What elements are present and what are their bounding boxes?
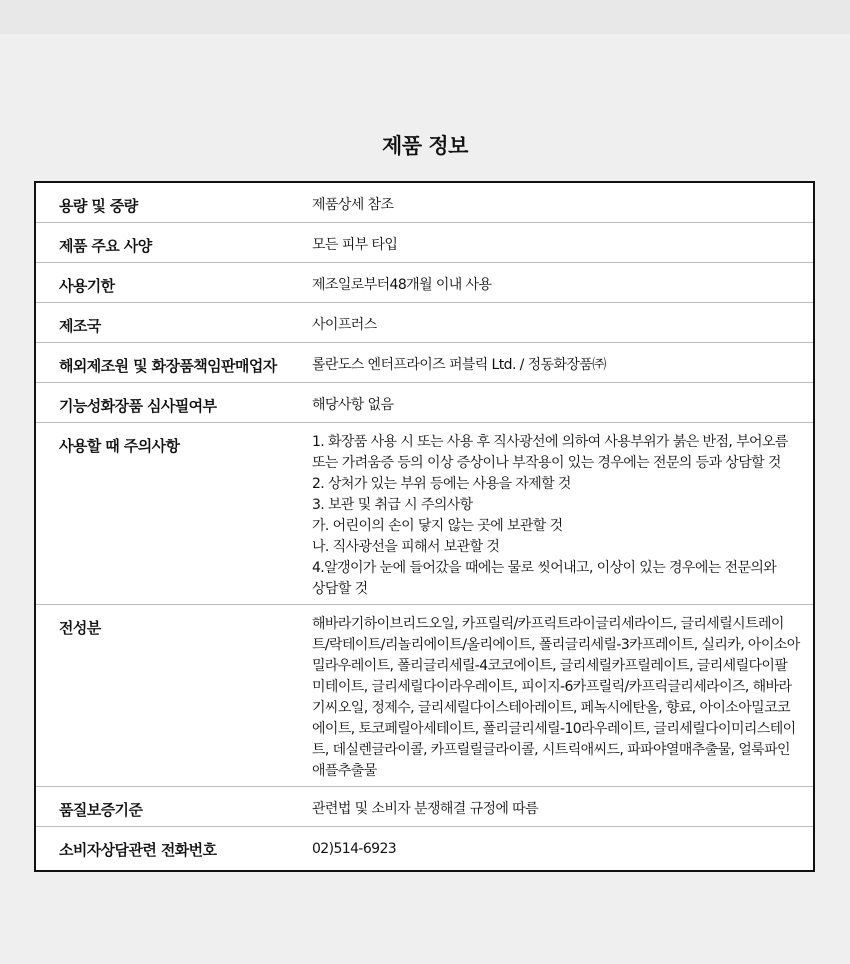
table-row bbox=[36, 183, 813, 223]
row-label: 소비자상담관련 전화번호 bbox=[59, 841, 217, 859]
row-value: 제조일로부터48개월 이내 사용 bbox=[312, 277, 492, 293]
row-label: 용량 및 중량 bbox=[59, 197, 138, 215]
row-label: 제품 주요 사양 bbox=[59, 237, 152, 255]
table-row bbox=[36, 223, 813, 263]
row-label: 해외제조원 및 화장품책임판매업자 bbox=[59, 357, 277, 375]
row-label: 전성분 bbox=[59, 619, 101, 637]
row-value: 1. 화장품 사용 시 또는 사용 후 직사광선에 의하여 사용부위가 붉은 반점, 부어오름 또는 가려움증 등의 이상 증상이나 부작용이 있는 경우에는 전문의 등과 상담할 것 2. 상처가 있는 부위 등에는 사용을 자제할 것 3. 보관 및 취급 시 주의사항 가. 어린이의 손이 닿지 않는 곳에 보관할 것 나. 직사광선을 피해서 보관할 것 4.알갱이가 눈에 들어갔을 때에는 물로 씻어내고, 이상이 있는 경우에는 전문의와 상담할 것 bbox=[312, 434, 788, 597]
page-title: 제품 정보 bbox=[382, 134, 468, 158]
row-label: 품질보증기준 bbox=[59, 801, 143, 819]
table-row bbox=[36, 263, 813, 303]
table-row bbox=[36, 787, 813, 827]
row-label: 사용기한 bbox=[59, 277, 115, 295]
row-label: 제조국 bbox=[59, 317, 101, 335]
row-value: 해당사항 없음 bbox=[312, 397, 394, 413]
row-value: 관련법 및 소비자 분쟁해결 규정에 따름 bbox=[312, 801, 539, 817]
table-row bbox=[36, 383, 813, 423]
row-label: 기능성화장품 심사필여부 bbox=[59, 397, 217, 415]
row-value: 해바라기하이브리드오일, 카프릴릭/카프릭트라이글리세라이드, 글리세릴시트레이트/락테이트/리놀리에이트/올리에이트, 폴리글리세릴-3카프레이트, 실리카, 아이소아밀라우레이트, 폴리글리세릴-4코코에이트, 글리세릴카프릴레이트, 글리세릴다이팔미테이트, 글리세릴다이라우레이트, 피이지-6카프릴릭/카프릭글리세라이즈, 해바라기씨오일, 정제수, 글리세릴다이스테아레이트, 페녹시에탄올, 향료, 아이소아밀코코에이트, 토코페릴아세테이트, 폴리글리세릴-10라우레이트, 글리세릴다이미리스테이트, 데실렌글라이콜, 카프릴릴글라이콜, 시트릭애씨드, 파파야열매추출물, 얼룩파인애플추출물 bbox=[312, 616, 800, 779]
table-row bbox=[36, 605, 813, 787]
top-strip bbox=[0, 0, 850, 34]
table-row bbox=[36, 423, 813, 605]
table-row bbox=[36, 343, 813, 383]
table-row bbox=[36, 303, 813, 343]
row-value: 02)514-6923 bbox=[312, 841, 397, 857]
row-value: 사이프러스 bbox=[312, 317, 377, 333]
table-row bbox=[36, 827, 813, 868]
row-value: 롤란도스 엔터프라이즈 퍼블릭 Ltd. / 정동화장품㈜ bbox=[312, 357, 606, 373]
row-label: 사용할 때 주의사항 bbox=[59, 437, 180, 455]
row-value: 모든 피부 타입 bbox=[312, 237, 398, 253]
row-value: 제품상세 참조 bbox=[312, 197, 394, 213]
product-info-table bbox=[34, 181, 815, 872]
